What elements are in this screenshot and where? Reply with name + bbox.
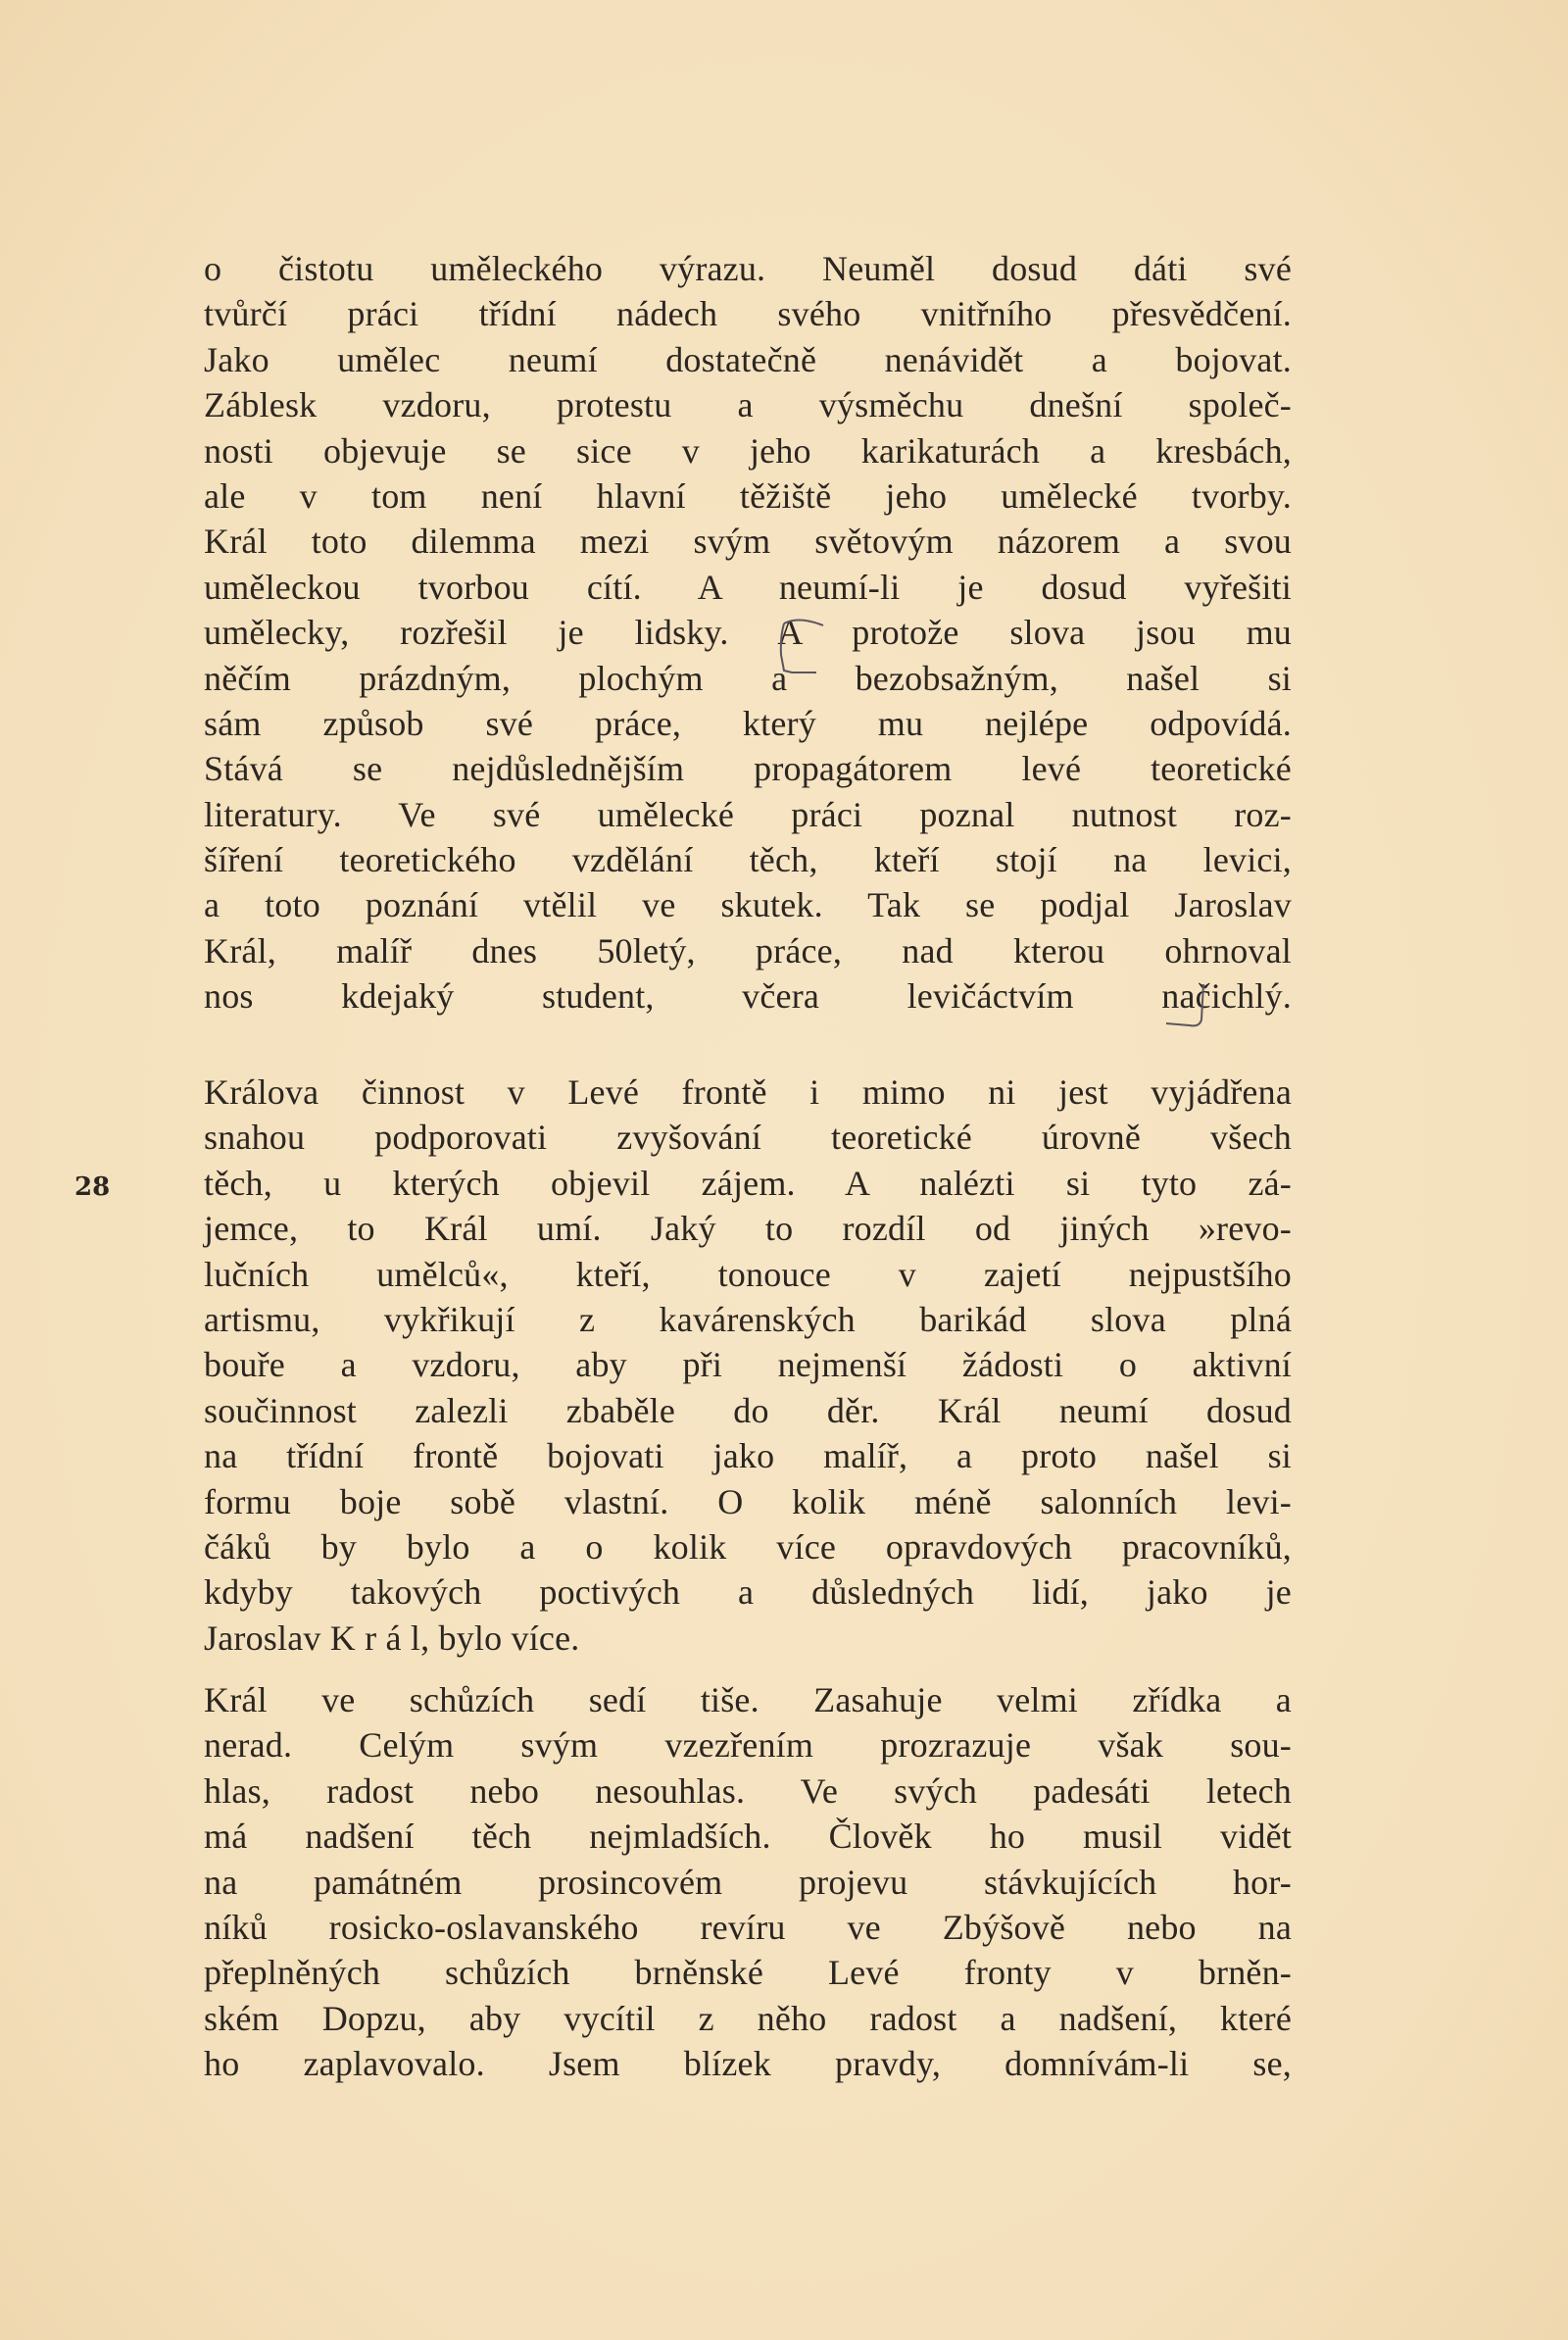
text-line: lučních umělců«, kteří, tonouce v zajetí nejpustšího [204,1254,1292,1294]
text-line: šíření teoretického vzdělání těch, kteří stojí na levici, [204,840,1292,880]
text-line: Jaroslav K r á l, bylo více. [204,1618,580,1658]
paragraph-3 [204,1677,1292,2087]
paragraph-2 [204,1070,1292,1661]
text-line: ale v tom není hlavní těžiště jeho umělecké tvorby. [204,475,1292,516]
text-line: Král ve schůzích sedí tiše. Zasahuje velmi zřídka a [204,1680,1292,1719]
text-line: snahou podporovati zvyšování teoretické úrovně všech [204,1118,1292,1158]
text-line: na třídní frontě bojovati jako malíř, a proto našel si [204,1436,1292,1476]
text-line: přeplněných schůzích brněnské Levé fronty v brněn- [204,1953,1292,1993]
text-line: Stává se nejdůslednějším propagátorem levé teoretické [204,749,1292,789]
text-line: má nadšení těch nejmladších. Člověk ho musil vidět [204,1817,1292,1857]
text-line: něčím prázdným, plochým a bezobsažným, našel si [204,658,1292,698]
text-line: jemce, to Král umí. Jaký to rozdíl od jiných »revo- [204,1209,1292,1249]
text-line: kdyby takových poctivých a důsledných lidí, jako je [204,1572,1292,1613]
text-line: umělecky, rozřešil je lidsky. A protože slova jsou mu [204,613,1292,653]
text-line: ho zaplavovalo. Jsem blízek pravdy, domnívám-li se, [204,2044,1292,2084]
text-line: o čistotu uměleckého výrazu. Neuměl dosud dáti své [204,249,1292,288]
text-line: artismu, vykřikují z kavárenských barikád slova plná [204,1299,1292,1339]
text-line: literatury. Ve své umělecké práci poznal nutnost roz- [204,794,1292,834]
text-line: Král, malíř dnes 50letý, práce, nad kterou ohrnoval [204,930,1292,971]
text-line: na památném prosincovém projevu stávkujících hor- [204,1862,1292,1902]
text-line: Králova činnost v Levé frontě i mimo ni jest vyjádřena [204,1072,1292,1112]
text-line: nos kdejaký student, včera levičáctvím načichlý. [204,976,1292,1017]
text-line: tvůrčí práci třídní nádech svého vnitřního přesvědčení. [204,294,1292,334]
text-line: formu boje sobě vlastní. O kolik méně salonních levi- [204,1481,1292,1521]
text-line: a toto poznání vtělil ve skutek. Tak se podjal Jaroslav [204,885,1292,925]
text-line: těch, u kterých objevil zájem. A nalézti si tyto zá- [204,1163,1292,1203]
text-line: uměleckou tvorbou cítí. A neumí-li je dosud vyřešiti [204,567,1292,607]
text-line: bouře a vzdoru, aby při nejmenší žádosti o aktivní [204,1345,1292,1385]
text-line: sám způsob své práce, který mu nejlépe odpovídá. [204,703,1292,743]
text-line: Král toto dilemma mezi svým světovým názorem a svou [204,522,1292,562]
text-line: hlas, radost nebo nesouhlas. Ve svých padesáti letech [204,1770,1292,1811]
text-line: součinnost zalezli zbaběle do děr. Král neumí dosud [204,1390,1292,1430]
text-line: nosti objevuje se sice v jeho karikaturách a kresbách, [204,430,1292,471]
text-line: Záblesk vzdoru, protestu a výsměchu dnešní společ- [204,385,1292,425]
text-line: nerad. Celým svým vzezřením prozrazuje však sou- [204,1725,1292,1766]
text-line: níků rosicko-oslavanského revíru ve Zbýšově nebo na [204,1907,1292,1947]
text-line: Jako umělec neumí dostatečně nenávidět a bojovat. [204,339,1292,379]
text-line: čáků by bylo a o kolik více opravdových pracovníků, [204,1526,1292,1567]
text-line: ském Dopzu, aby vycítil z něho radost a nadšení, které [204,1998,1292,2038]
page-number: 28 [74,1172,111,1202]
paragraph-1 [204,246,1292,1020]
